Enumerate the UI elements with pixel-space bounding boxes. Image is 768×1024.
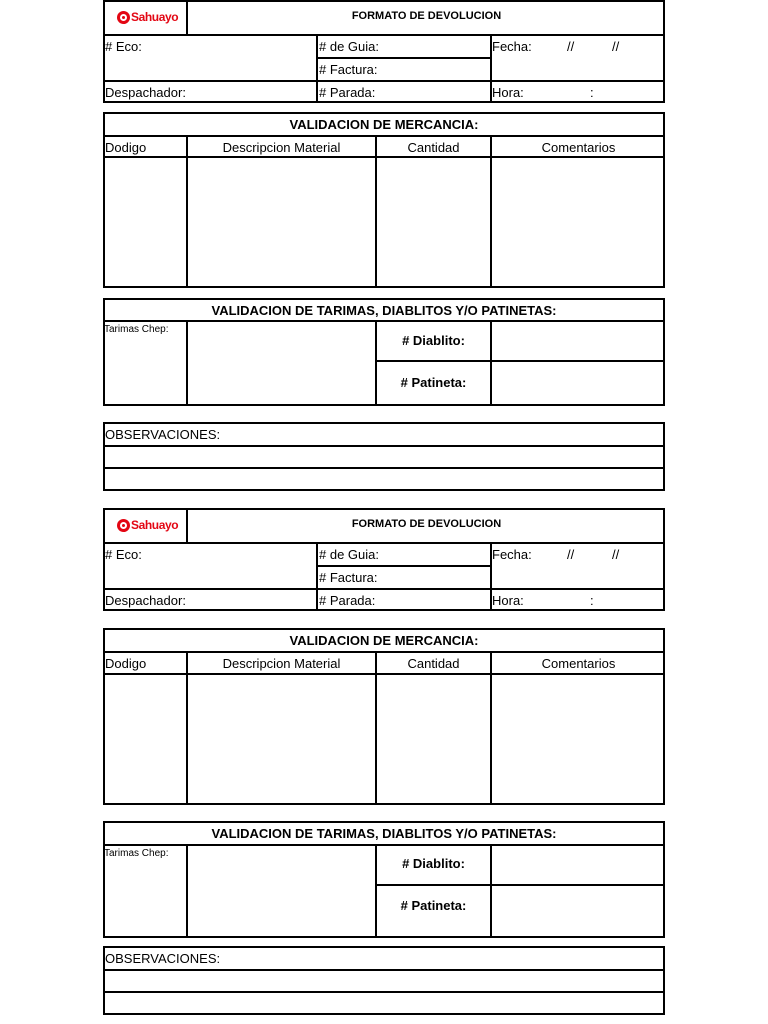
fecha-separator: // (612, 547, 620, 562)
tarimas-chep-label: Tarimas Chep: (104, 848, 169, 859)
guia-label: # de Guia: (319, 547, 379, 562)
logo-text: Sahuayo (131, 10, 179, 24)
column-header: Comentarios (541, 140, 616, 155)
logo-mark-icon (117, 519, 130, 532)
form-title: FORMATO DE DEVOLUCION (351, 518, 502, 530)
patineta-label: # Patineta: (400, 375, 467, 390)
hora-label: Hora: (492, 85, 524, 100)
eco-label: # Eco: (105, 547, 142, 562)
hora-separator: : (590, 85, 594, 100)
column-header: Cantidad (407, 140, 460, 155)
sahuayo-logo (117, 10, 178, 24)
column-header: Comentarios (541, 656, 616, 671)
parada-label: # Parada: (319, 593, 376, 608)
fecha-separator: // (567, 39, 575, 54)
tarimas-title: VALIDACION DE TARIMAS, DIABLITOS Y/O PATINETAS: (211, 303, 557, 318)
fecha-separator: // (612, 39, 620, 54)
diablito-label: # Diablito: (402, 333, 465, 348)
fecha-label: Fecha: (492, 39, 532, 54)
eco-label: # Eco: (105, 39, 142, 54)
column-header: Descripcion Material (222, 140, 341, 155)
fecha-label: Fecha: (492, 547, 532, 562)
logo-text: Sahuayo (131, 518, 179, 532)
column-header: Descripcion Material (222, 656, 341, 671)
column-header: Cantidad (407, 656, 460, 671)
fecha-separator: // (567, 547, 575, 562)
return-form-1 (0, 0, 768, 500)
parada-label: # Parada: (319, 85, 376, 100)
guia-label: # de Guia: (319, 39, 379, 54)
form-title: FORMATO DE DEVOLUCION (351, 10, 502, 22)
sahuayo-logo (117, 518, 178, 532)
mercancia-title: VALIDACION DE MERCANCIA: (289, 117, 479, 132)
factura-label: # Factura: (319, 570, 378, 585)
column-header: Dodigo (105, 656, 147, 671)
despachador-label: Despachador: (105, 85, 186, 100)
despachador-label: Despachador: (105, 593, 186, 608)
observaciones-title: OBSERVACIONES: (105, 427, 221, 442)
diablito-label: # Diablito: (402, 856, 465, 871)
hora-label: Hora: (492, 593, 524, 608)
logo-mark-icon (117, 11, 130, 24)
observaciones-title: OBSERVACIONES: (105, 951, 221, 966)
hora-separator: : (590, 593, 594, 608)
tarimas-chep-label: Tarimas Chep: (104, 324, 169, 335)
patineta-label: # Patineta: (400, 898, 467, 913)
mercancia-title: VALIDACION DE MERCANCIA: (289, 633, 479, 648)
column-header: Dodigo (105, 140, 147, 155)
factura-label: # Factura: (319, 62, 378, 77)
return-form-2 (0, 508, 768, 1008)
tarimas-title: VALIDACION DE TARIMAS, DIABLITOS Y/O PATINETAS: (211, 826, 557, 841)
